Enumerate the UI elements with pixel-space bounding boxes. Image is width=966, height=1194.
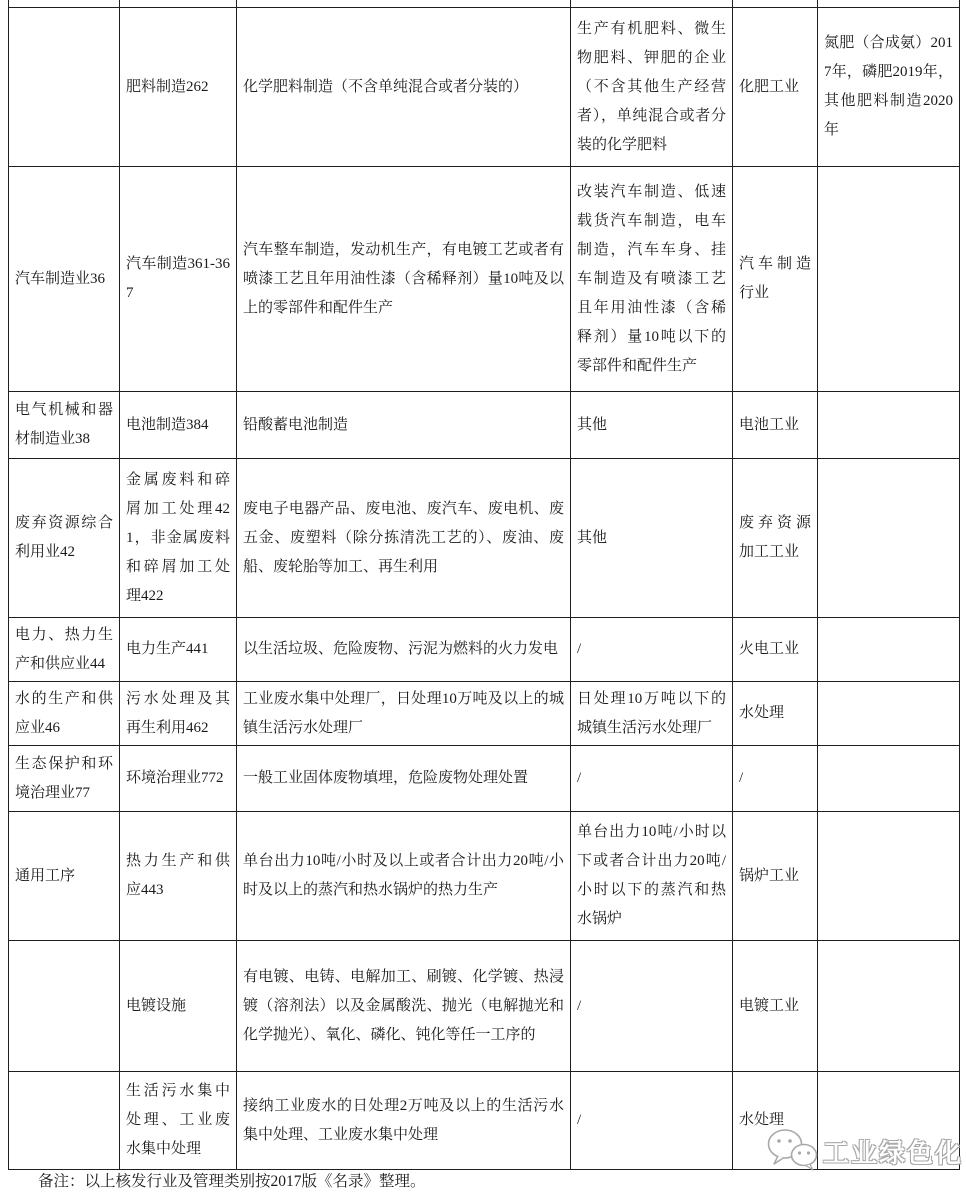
table-cell: 一般工业固体废物填埋，危险废物处理处置 <box>237 746 571 812</box>
table-cell <box>733 0 818 8</box>
table-cell: 生产有机肥料、微生物肥料、钾肥的企业（不含其他生产经营者），单纯混合或者分装的化学肥料 <box>571 8 733 167</box>
table-cell: 污水处理及其再生利用462 <box>120 682 237 746</box>
table-cell <box>818 746 960 812</box>
table-cell: 有电镀、电铸、电解加工、刷镀、化学镀、热浸镀（溶剂法）以及金属酸洗、抛光（电解抛光和化学抛光）、氧化、磷化、钝化等任一工序的 <box>237 941 571 1072</box>
table-cell: 锅炉工业 <box>733 812 818 941</box>
table-row-electroplating <box>9 941 960 1072</box>
table-cell: 汽车整车制造，发动机生产，有电镀工艺或者有喷漆工艺且年用油性漆（含稀释剂）量10吨及以上的零部件和配件生产 <box>237 167 571 392</box>
table-cell: 电镀设施 <box>120 941 237 1072</box>
table-cell: 汽车制造361-367 <box>120 167 237 392</box>
table-cell: 汽车制造业36 <box>9 167 120 392</box>
table-cell: 氮肥（合成氨）2017年，磷肥2019年，其他肥料制造2020年 <box>818 8 960 167</box>
table-cell: 其他 <box>571 459 733 618</box>
table-cell: 电气机械和器材制造业38 <box>9 392 120 459</box>
table-cell: / <box>733 746 818 812</box>
table-cell <box>818 392 960 459</box>
table-cell: 单台出力10吨/小时及以上或者合计出力20吨/小时及以上的蒸汽和热水锅炉的热力生产 <box>237 812 571 941</box>
table-cell: 汽车制造行业 <box>733 167 818 392</box>
table-cell: 日处理10万吨以下的城镇生活污水处理厂 <box>571 682 733 746</box>
table-cell: 废电子电器产品、废电池、废汽车、废电机、废五金、废塑料（除分拣清洗工艺的）、废油、废船、废轮胎等加工、再生利用 <box>237 459 571 618</box>
table-cell: 电池制造384 <box>120 392 237 459</box>
table-row-automobile <box>9 167 960 392</box>
table-cell: 化学肥料制造（不含单纯混合或者分装的） <box>237 8 571 167</box>
table-cell: 通用工序 <box>9 812 120 941</box>
table-cell: 废弃资源综合利用业42 <box>9 459 120 618</box>
table-cell: 生活污水集中处理、工业废水集中处理 <box>120 1072 237 1170</box>
table-cell: 化肥工业 <box>733 8 818 167</box>
table-cell: 电池工业 <box>733 392 818 459</box>
table-cell <box>120 0 237 8</box>
table-row-sewage-treatment <box>9 1072 960 1170</box>
table-row-general-process-heat <box>9 812 960 941</box>
watermark-label: 工业绿色化 <box>823 1138 964 1168</box>
table-cell: / <box>571 618 733 682</box>
table-cell: 水的生产和供应业46 <box>9 682 120 746</box>
table-cell <box>9 1072 120 1170</box>
table-row-waste-recycling <box>9 459 960 618</box>
table-cell <box>9 941 120 1072</box>
table-cell <box>818 682 960 746</box>
table-row-battery <box>9 392 960 459</box>
table-cell: 铅酸蓄电池制造 <box>237 392 571 459</box>
table-row-electric-power <box>9 618 960 682</box>
table-cell <box>818 941 960 1072</box>
table-cell: 以生活垃圾、危险废物、污泥为燃料的火力发电 <box>237 618 571 682</box>
table-cell <box>571 0 733 8</box>
table-cell: 环境治理业772 <box>120 746 237 812</box>
table-row-clipped <box>9 0 960 8</box>
table-row-fertilizer <box>9 8 960 167</box>
table-cell: 金属废料和碎屑加工处理421，非金属废料和碎屑加工处理422 <box>120 459 237 618</box>
table-cell: 电镀工业 <box>733 941 818 1072</box>
table-cell <box>9 0 120 8</box>
table-cell <box>818 618 960 682</box>
permit-industry-table <box>8 0 960 1170</box>
table-cell: / <box>571 1072 733 1170</box>
table-cell: 生态保护和环境治理业77 <box>9 746 120 812</box>
footer-note: 备注：以上核发行业及管理类别按2017版《名录》整理。 <box>38 1173 426 1190</box>
table-cell: 火电工业 <box>733 618 818 682</box>
table-cell: 接纳工业废水的日处理2万吨及以上的生活污水集中处理、工业废水集中处理 <box>237 1072 571 1170</box>
table-cell <box>237 0 571 8</box>
table-cell: 电力生产441 <box>120 618 237 682</box>
table-cell: 热力生产和供应443 <box>120 812 237 941</box>
table-cell <box>818 0 960 8</box>
table-cell: / <box>571 941 733 1072</box>
table-cell: 工业废水集中处理厂，日处理10万吨及以上的城镇生活污水处理厂 <box>237 682 571 746</box>
table-cell: 肥料制造262 <box>120 8 237 167</box>
table-cell: 水处理 <box>733 1072 818 1170</box>
table-cell <box>818 459 960 618</box>
table-cell: 其他 <box>571 392 733 459</box>
table-cell: / <box>571 746 733 812</box>
table-cell: 废弃资源加工工业 <box>733 459 818 618</box>
table-cell <box>818 1072 960 1170</box>
table-cell: 单台出力10吨/小时以下或者合计出力20吨/小时以下的蒸汽和热水锅炉 <box>571 812 733 941</box>
table-cell: 电力、热力生产和供应业44 <box>9 618 120 682</box>
table-cell <box>818 812 960 941</box>
table-cell <box>818 167 960 392</box>
table-cell: 改装汽车制造、低速载货汽车制造，电车制造，汽车车身、挂车制造及有喷漆工艺且年用油性漆（含稀释剂）量10吨以下的零部件和配件生产 <box>571 167 733 392</box>
table-cell: 水处理 <box>733 682 818 746</box>
table-row-eco-protection <box>9 746 960 812</box>
table-cell <box>9 8 120 167</box>
table-row-water-supply <box>9 682 960 746</box>
